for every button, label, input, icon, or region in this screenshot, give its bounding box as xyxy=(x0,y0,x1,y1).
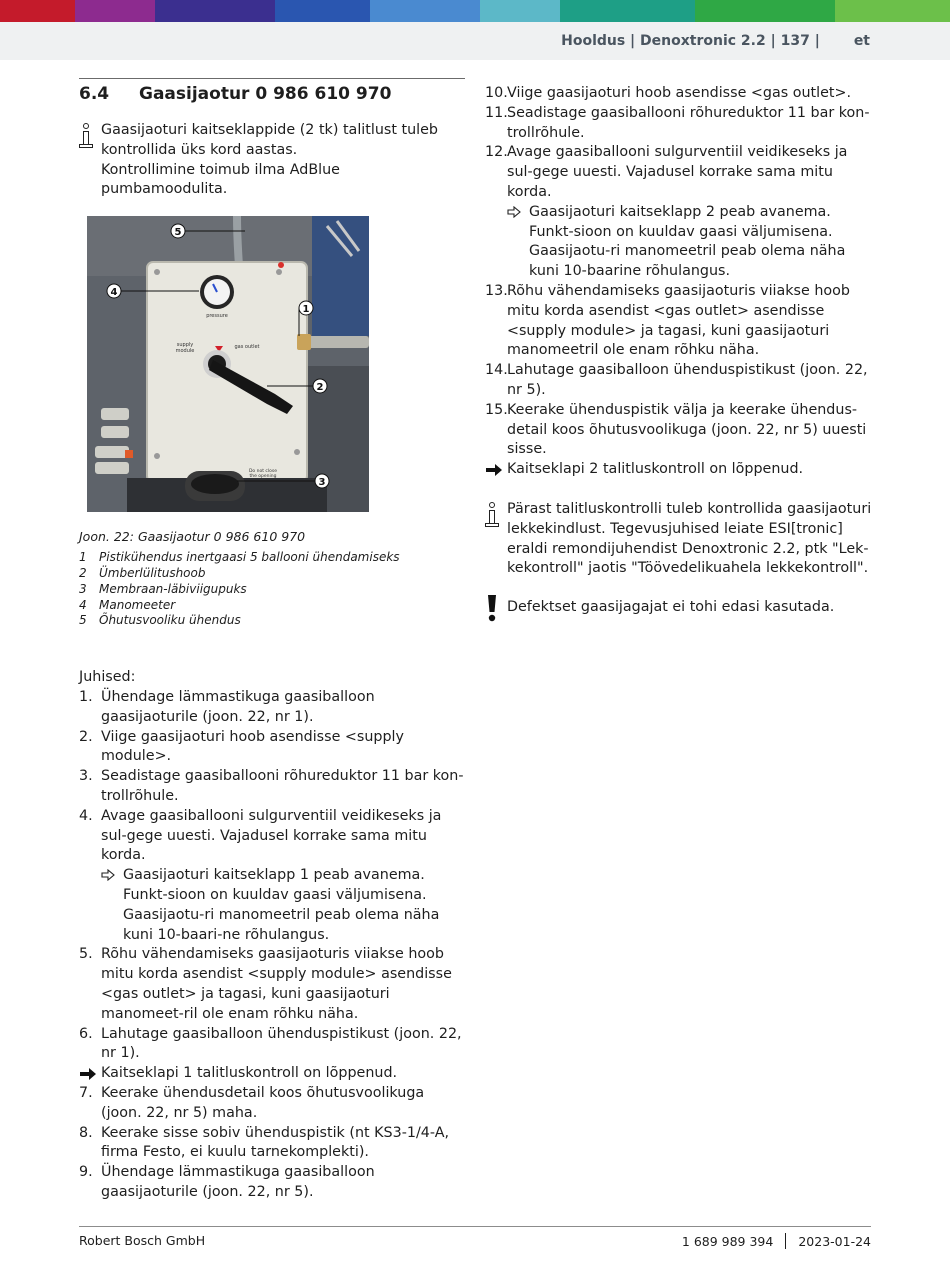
step-item: 2. Viige gaasijaoturi hoob asendisse <supply module>. xyxy=(79,728,404,765)
done-arrow-icon xyxy=(485,463,503,477)
step-done: Kaitseklapi 1 talitluskontroll on lõppenud. xyxy=(79,1064,467,1084)
step-item: 14. Lahutage gaasiballoon ühenduspistikust (joon. 22, nr 5). xyxy=(485,362,868,398)
warning-text: Defektset gaasijagajat ei tohi edasi kasutada. xyxy=(507,599,835,616)
step-item: 13. Rõhu vähendamiseks gaasijaoturis viiakse hoob mitu korda asendist <gas outlet> asendisse <supply module> ja tagasi, kuni gaasijaoturi manomeetril ole enam rõhku näha. xyxy=(485,282,850,359)
step-item: 1. Ühendage lämmastikuga gaasiballoon gaasijaoturile (joon. 22, nr 1). xyxy=(79,688,375,725)
step-item: 8. Keerake sisse sobiv ühenduspistik (nt KS3-1/4-A, firma Festo, ei kuulu tarnekomplekti). xyxy=(79,1124,450,1161)
intro-note-line2: Kontrollimine toimub ilma AdBlue pumbamoodulita. xyxy=(101,161,340,198)
step-item: 5. Rõhu vähendamiseks gaasijaoturis viiakse hoob mitu korda asendist <supply module> asendisse <gas outlet> ja tagasi, kuni gaasijaoturi manomeet-ril ole enam rõhku näha. xyxy=(79,946,452,1022)
brand-color-segment xyxy=(155,0,275,22)
callout-2: 2 xyxy=(316,382,324,394)
legend-item: 4 Manomeeter xyxy=(79,597,176,612)
info-icon xyxy=(485,502,499,528)
intro-note xyxy=(79,121,467,200)
section-rule xyxy=(79,78,465,79)
step-item: 15. Keerake ühenduspistik välja ja keerake ühendus-detail koos õhutusvoolikuga (joon. 22, nr 5) uuesti sisse. xyxy=(485,401,867,458)
brand-color-band xyxy=(0,0,950,22)
callout-1: 1 xyxy=(302,304,310,316)
section-heading xyxy=(79,83,467,105)
callout-4: 4 xyxy=(110,287,118,299)
result-arrow-icon xyxy=(101,869,115,881)
brand-color-segment xyxy=(75,0,155,22)
figure-legend xyxy=(79,550,467,629)
info-icon xyxy=(79,123,93,149)
done-arrow-icon xyxy=(79,1067,97,1081)
result-arrow-icon xyxy=(507,206,521,218)
right-column xyxy=(485,84,875,618)
brand-color-segment xyxy=(275,0,370,22)
running-title: Hooldus | Denoxtronic 2.2 | 137 | xyxy=(561,33,820,49)
pressure-label: pressure xyxy=(206,313,228,320)
step-result: Gaasijaoturi kaitseklapp 2 peab avanema. Funkt-sioon on kuuldav gaasi väljumisena. Gaasijaotu-ri manomeetril peab olema näha kuni 10-baarine rõhulangus. xyxy=(485,203,875,282)
gas-distributor-illustration xyxy=(87,216,369,512)
section-number: 6.4 xyxy=(79,84,110,104)
instructions-label: Juhised: xyxy=(79,669,136,686)
leak-check-note xyxy=(485,500,875,579)
left-column xyxy=(79,78,467,1203)
legend-item: 2 Ümberlülitushoob xyxy=(79,565,206,580)
intro-note-line1: Gaasijaoturi kaitseklappide (2 tk) talitlust tuleb kontrollida üks kord aastas. xyxy=(101,122,439,158)
steps-list-left xyxy=(79,688,467,1203)
brand-color-segment xyxy=(480,0,560,22)
step-result: Gaasijaoturi kaitseklapp 1 peab avanema. Funkt-sioon on kuuldav gaasi väljumisena. Gaasijaotu-ri manomeetril peab olema näha kuni 10-baari-ne rõhulangus. xyxy=(79,866,467,945)
exclamation-icon xyxy=(486,594,498,622)
gas-outlet-label: gas outlet xyxy=(234,344,260,351)
footer-date: 2023-01-24 xyxy=(798,1234,871,1249)
leak-check-text: Pärast talitluskontrolli tuleb kontrollida gaasijaoturi lekkekindlust. Tegevusjuhised leiate ESI[tronic] eraldi remondijuhendist Denoxtronic 2.2, ptk "Lek-kekontroll" jaotis "Töövedelikuahela lekkekontroll". xyxy=(507,500,872,577)
step-item: 4. Avage gaasiballooni sulgurventiil veidikeseks ja sul-gege uuesti. Vajadusel korrake sama mitu korda. xyxy=(79,807,442,864)
step-item: 6. Lahutage gaasiballoon ühenduspistikust (joon. 22, nr 1). xyxy=(79,1025,462,1062)
footer-company: Robert Bosch GmbH xyxy=(79,1233,206,1248)
warning-note xyxy=(485,598,875,618)
figure-caption: Joon. 22: Gaasijaotur 0 986 610 970 xyxy=(79,529,306,545)
brand-color-segment xyxy=(0,0,75,22)
brand-color-segment xyxy=(560,0,695,22)
footer-meta xyxy=(600,1233,871,1250)
callout-5: 5 xyxy=(174,227,182,239)
step-item: 7. Keerake ühendusdetail koos õhutusvoolikuga (joon. 22, nr 5) maha. xyxy=(79,1084,425,1121)
legend-item: 5 Õhutusvooliku ühendus xyxy=(79,613,241,628)
step-item: 11. Seadistage gaasiballooni rõhureduktor 11 bar kon-trollrõhule. xyxy=(485,104,870,141)
steps-list-right xyxy=(485,84,875,480)
step-item: 10. Viige gaasijaoturi hoob asendisse <gas outlet>. xyxy=(485,85,852,101)
step-item: 3. Seadistage gaasiballooni rõhureduktor 11 bar kon-trollrõhule. xyxy=(79,768,464,804)
language-code: et xyxy=(853,33,870,49)
do-not-close-line2: the opening xyxy=(249,474,277,480)
footer-doc-number: 1 689 989 394 xyxy=(681,1234,774,1249)
brand-color-segment xyxy=(370,0,480,22)
supply-label-line1: supply xyxy=(176,342,194,349)
do-not-close-line1: Do not close xyxy=(248,469,278,475)
legend-item: 1 Pistikühendus inertgaasi 5 ballooni ühendamiseks xyxy=(79,550,400,565)
step-item: 12. Avage gaasiballooni sulgurventiil veidikeseks ja sul-gege uuesti. Vajadusel korrake sama mitu korda. xyxy=(485,144,848,200)
footer-rule xyxy=(79,1226,871,1227)
footer-separator xyxy=(785,1233,786,1249)
section-title: Gaasijaotur 0 986 610 970 xyxy=(139,84,392,104)
callout-3: 3 xyxy=(318,477,326,489)
brand-color-segment xyxy=(695,0,835,22)
step-item: 9. Ühendage lämmastikuga gaasiballoon gaasijaoturile (joon. 22, nr 5). xyxy=(79,1164,375,1200)
device-photo xyxy=(87,216,369,512)
legend-item: 3 Membraan-läbiviigupuks xyxy=(79,581,247,596)
brand-color-segment xyxy=(835,0,950,22)
supply-label-line2: module xyxy=(175,348,195,355)
running-header xyxy=(520,32,870,50)
step-done: Kaitseklapi 2 talitluskontroll on lõppenud. xyxy=(485,460,875,480)
